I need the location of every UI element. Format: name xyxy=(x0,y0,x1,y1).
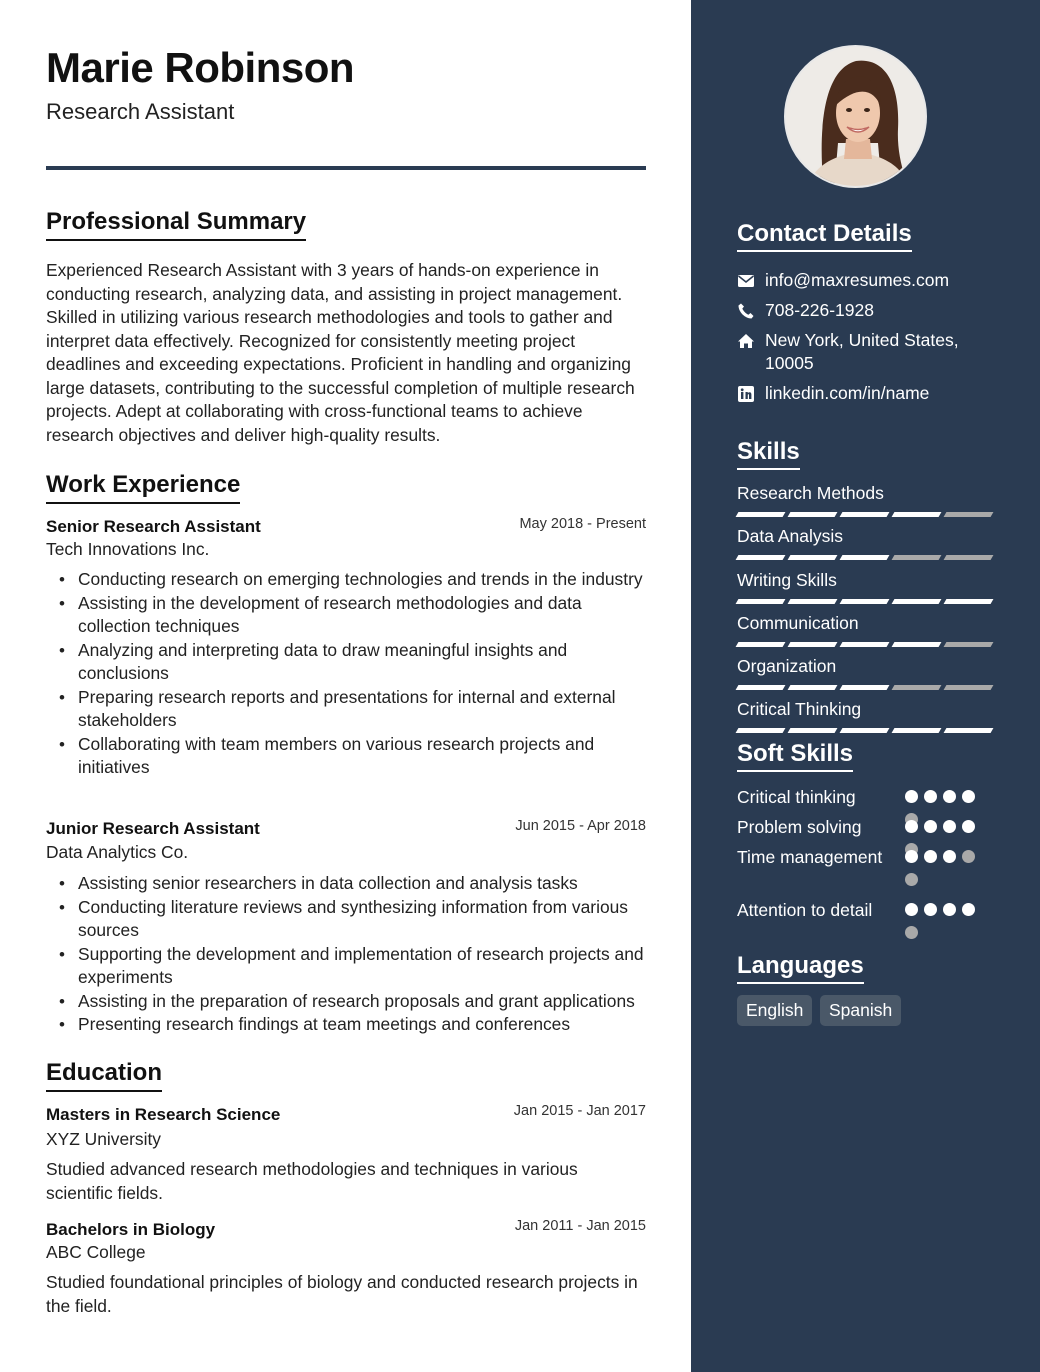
bullet-item: • Assisting in the preparation of research proposals and grant applications xyxy=(78,990,646,1014)
skill-segment-filled xyxy=(892,512,942,517)
job-dates: Jun 2015 - Apr 2018 xyxy=(515,818,646,834)
skill-segment-filled xyxy=(736,728,786,733)
phone-icon xyxy=(737,302,755,320)
soft-skill-name: Problem solving xyxy=(737,817,862,837)
summary-heading: Professional Summary xyxy=(46,208,306,241)
soft-skill-name: Critical thinking xyxy=(737,787,856,807)
rating-dot-filled xyxy=(943,820,956,833)
skill-segment-filled xyxy=(840,599,890,604)
contact-phone[interactable] xyxy=(737,299,997,322)
soft-skills-heading: Soft Skills xyxy=(737,740,853,772)
bullet-item: • Presenting research findings at team meetings and conferences xyxy=(78,1013,646,1037)
school-name: ABC College xyxy=(46,1242,146,1262)
rating-dot-filled xyxy=(943,850,956,863)
skill-segment-filled xyxy=(840,728,890,733)
summary-text: Experienced Research Assistant with 3 years of hands-on experience in conducting research, analyzing data, and assisting in project management. Skilled in utilizing various research methodologies and tools to gather and interpret data effectively. Recognized for consistently meeting project deadlines and exceeding expectations. Proficient in handling and organizing large datasets, contributing to the successful completion of multiple research projects. Adept at collaborating with cross-functional teams to achieve research objectives and deliver high-quality results. xyxy=(46,260,635,445)
rating-dot-filled xyxy=(905,820,918,833)
skill-segment-filled xyxy=(788,728,838,733)
skill-name: Communication xyxy=(737,613,859,633)
bullet-item: • Assisting in the development of research methodologies and data collection techniques xyxy=(78,592,646,639)
rating-dot-filled xyxy=(962,820,975,833)
degree-description: Studied foundational principles of biology and conducted research projects in the field. xyxy=(46,1272,638,1316)
skill-level-bar xyxy=(737,728,993,734)
envelope-icon xyxy=(737,272,755,290)
profile-photo xyxy=(784,45,927,188)
rating-dot-filled xyxy=(943,790,956,803)
rating-dot-filled xyxy=(962,903,975,916)
job-bullets xyxy=(78,872,646,1037)
contact-email-text: info@maxresumes.com xyxy=(765,270,950,290)
rating-dot-filled xyxy=(905,903,918,916)
skill-level-bar xyxy=(737,642,993,648)
languages-heading: Languages xyxy=(737,952,864,984)
contact-address-text: New York, United States, 10005 xyxy=(765,330,959,373)
skill-segment-empty xyxy=(944,512,994,517)
rating-dot-filled xyxy=(962,790,975,803)
bullet-item: • Assisting senior researchers in data collection and analysis tasks xyxy=(78,872,646,896)
degree-description: Studied advanced research methodologies and techniques in various scientific fields. xyxy=(46,1159,578,1203)
job-company: Data Analytics Co. xyxy=(46,842,189,862)
skill-segment-filled xyxy=(892,728,942,733)
soft-skill-rating xyxy=(905,790,977,822)
skill-name: Research Methods xyxy=(737,483,884,503)
bullet-item: • Conducting literature reviews and synthesizing information from various sources xyxy=(78,896,646,943)
job-company: Tech Innovations Inc. xyxy=(46,539,210,559)
degree-dates: Jan 2011 - Jan 2015 xyxy=(514,1218,646,1234)
skill-segment-filled xyxy=(840,642,890,647)
skill-segment-filled xyxy=(840,512,890,517)
language-tag: English xyxy=(737,995,812,1026)
skill-name: Data Analysis xyxy=(737,526,844,546)
contact-address xyxy=(737,329,997,375)
rating-dot-empty xyxy=(905,926,918,939)
skill-segment-empty xyxy=(892,555,942,560)
contact-email[interactable] xyxy=(737,269,997,292)
rating-dot-filled xyxy=(905,850,918,863)
home-icon xyxy=(737,332,755,350)
job-title: Junior Research Assistant xyxy=(46,819,260,838)
degree-dates: Jan 2015 - Jan 2017 xyxy=(513,1103,646,1119)
degree-title: Bachelors in Biology xyxy=(46,1220,216,1239)
contact-heading: Contact Details xyxy=(737,220,912,252)
rating-dot-filled xyxy=(905,790,918,803)
skill-level-bar xyxy=(737,555,993,561)
soft-skill-rating xyxy=(905,903,977,935)
soft-skill-name: Time management xyxy=(737,847,883,867)
skill-level-bar xyxy=(737,685,993,691)
bullet-item: • Supporting the development and implementation of research projects and experiments xyxy=(78,943,646,990)
rating-dot-filled xyxy=(924,820,937,833)
bullet-item: • Analyzing and interpreting data to draw meaningful insights and conclusions xyxy=(78,639,646,686)
skill-segment-empty xyxy=(944,555,994,560)
skill-name: Organization xyxy=(737,656,837,676)
school-name: XYZ University xyxy=(46,1129,161,1149)
degree-title: Masters in Research Science xyxy=(46,1105,281,1124)
skill-segment-filled xyxy=(944,728,994,733)
skill-segment-filled xyxy=(736,642,786,647)
bullet-item: • Conducting research on emerging technologies and trends in the industry xyxy=(78,568,646,592)
rating-dot-filled xyxy=(924,850,937,863)
rating-dot-empty xyxy=(962,850,975,863)
skill-segment-filled xyxy=(788,599,838,604)
skill-segment-filled xyxy=(788,555,838,560)
skill-name: Writing Skills xyxy=(737,570,837,590)
language-tag: Spanish xyxy=(820,995,901,1026)
skill-segment-empty xyxy=(944,642,994,647)
skill-segment-filled xyxy=(736,599,786,604)
skill-segment-filled xyxy=(944,599,994,604)
soft-skill-name: Attention to detail xyxy=(737,900,873,920)
contact-linkedin[interactable] xyxy=(737,382,997,405)
skill-level-bar xyxy=(737,599,993,605)
skill-segment-filled xyxy=(736,555,786,560)
skill-segment-filled xyxy=(892,642,942,647)
contact-linkedin-text: linkedin.com/in/name xyxy=(765,383,930,403)
skill-segment-filled xyxy=(788,642,838,647)
skill-segment-empty xyxy=(892,685,942,690)
skill-segment-filled xyxy=(736,685,786,690)
candidate-title: Research Assistant xyxy=(46,99,235,124)
soft-skill-rating xyxy=(905,820,977,852)
skill-segment-empty xyxy=(944,685,994,690)
skills-heading: Skills xyxy=(737,438,800,470)
job-dates: May 2018 - Present xyxy=(519,516,646,532)
skill-name: Critical Thinking xyxy=(737,699,862,719)
skill-segment-filled xyxy=(840,685,890,690)
job-bullets xyxy=(78,568,646,780)
header-divider xyxy=(46,166,646,170)
skill-level-bar xyxy=(737,512,993,518)
skill-segment-filled xyxy=(788,685,838,690)
rating-dot-filled xyxy=(943,903,956,916)
experience-heading: Work Experience xyxy=(46,471,240,504)
bullet-item: • Collaborating with team members on various research projects and initiatives xyxy=(78,733,646,780)
skill-segment-filled xyxy=(840,555,890,560)
bullet-item: • Preparing research reports and presentations for internal and external stakeholders xyxy=(78,686,646,733)
rating-dot-empty xyxy=(905,873,918,886)
linkedin-icon xyxy=(737,385,755,403)
job-title: Senior Research Assistant xyxy=(46,517,261,536)
sidebar xyxy=(691,0,1040,1372)
contact-phone-text: 708-226-1928 xyxy=(765,300,874,320)
candidate-name: Marie Robinson xyxy=(46,44,355,91)
skill-segment-filled xyxy=(892,599,942,604)
soft-skill-rating xyxy=(905,850,977,882)
education-heading: Education xyxy=(46,1059,162,1092)
skill-segment-filled xyxy=(736,512,786,517)
rating-dot-filled xyxy=(924,790,937,803)
skill-segment-filled xyxy=(788,512,838,517)
rating-dot-filled xyxy=(924,903,937,916)
